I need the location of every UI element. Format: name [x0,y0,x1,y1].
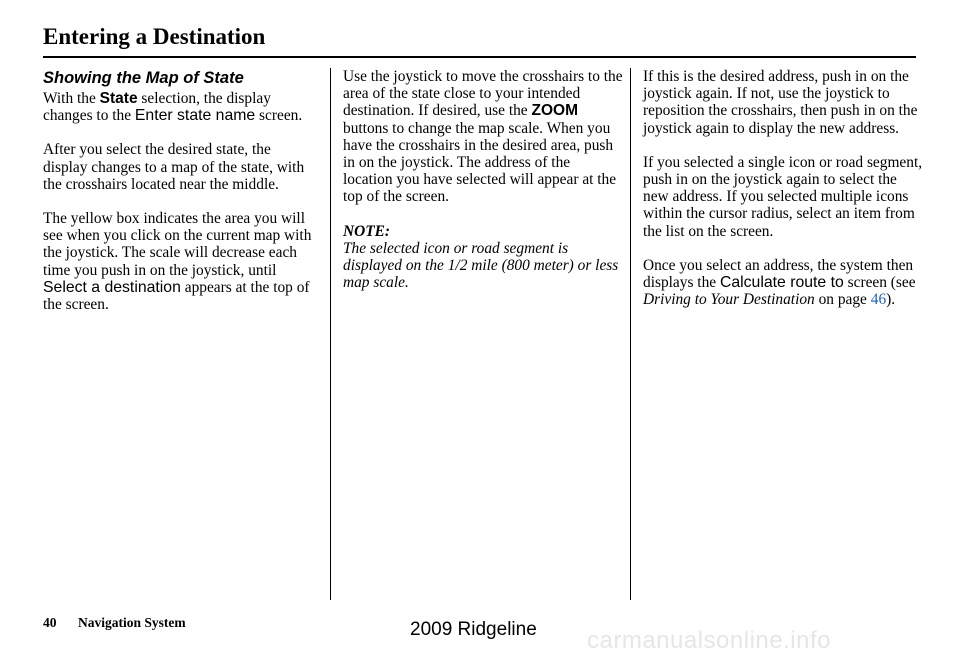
text: selection, the display changes to the [43,90,271,125]
section-heading: Showing the Map of State [43,69,244,87]
enter-state-name-term: Enter state name [134,107,256,125]
text: screen (see [843,274,916,292]
page-number: 40 [43,615,57,630]
cross-reference-title: Driving to Your Destination [643,291,815,309]
paragraph-calculate-route [643,257,923,309]
page-link[interactable]: 46 [870,291,887,309]
text: buttons to change the map scale. When you have the crosshairs in the desired area, push in on the joystick. The address of the location you have selected will appear at the top of the screen. [343,119,617,206]
text: Use the joystick to move the crosshairs to the area of the state close to your intended destination. If desired, use the [343,68,623,120]
text: appears at the top of the screen. [43,278,310,314]
state-term: State [99,90,138,107]
text: The yellow box indicates the area you will see when you click on the current map with the joystick. The scale will decrease each time you push in on the joystick, until [43,210,312,279]
paragraph-desired-address: If this is the desired address, push in on the joystick again. If not, use the joystick to reposition the crosshairs, then push in on the joystick again to display the new address. [643,68,918,137]
select-destination-term: Select a destination [43,278,181,296]
note-heading: NOTE: [343,222,391,240]
title-rule [43,56,916,58]
paragraph-icon-selection: If you selected a single icon or road segment, push in on the joystick again to select the new address. If you selected multiple icons within the cursor radius, select an item from the list on the screen. [643,153,923,240]
calculate-route-term: Calculate route to [719,274,844,292]
column-3 [643,68,923,325]
model-watermark: 2009 Ridgeline [410,619,537,640]
paragraph-map-display: After you select the desired state, the display changes to a map of the state, with the crosshairs located near the middle. [43,141,305,193]
paragraph-state-selection [43,90,313,124]
footer-title: Navigation System [78,615,186,630]
text: With the [43,90,100,107]
page-title: Entering a Destination [43,24,266,49]
column-2 [343,68,623,291]
text: screen. [255,107,303,125]
text: on page [814,291,871,309]
text: ). [886,291,896,309]
zoom-term: ZOOM [531,102,578,120]
column-1 [43,68,313,330]
site-watermark: carmanualsonline.info [587,627,831,654]
text: Once you select an address, the system then displays the [643,256,914,292]
paragraph-joystick [343,68,623,206]
paragraph-yellow-box [43,210,313,313]
note-text: The selected icon or road segment is displayed on the 1/2 mile (800 meter) or less map scale. [343,239,619,292]
column-divider [330,68,331,600]
column-divider [630,68,631,600]
